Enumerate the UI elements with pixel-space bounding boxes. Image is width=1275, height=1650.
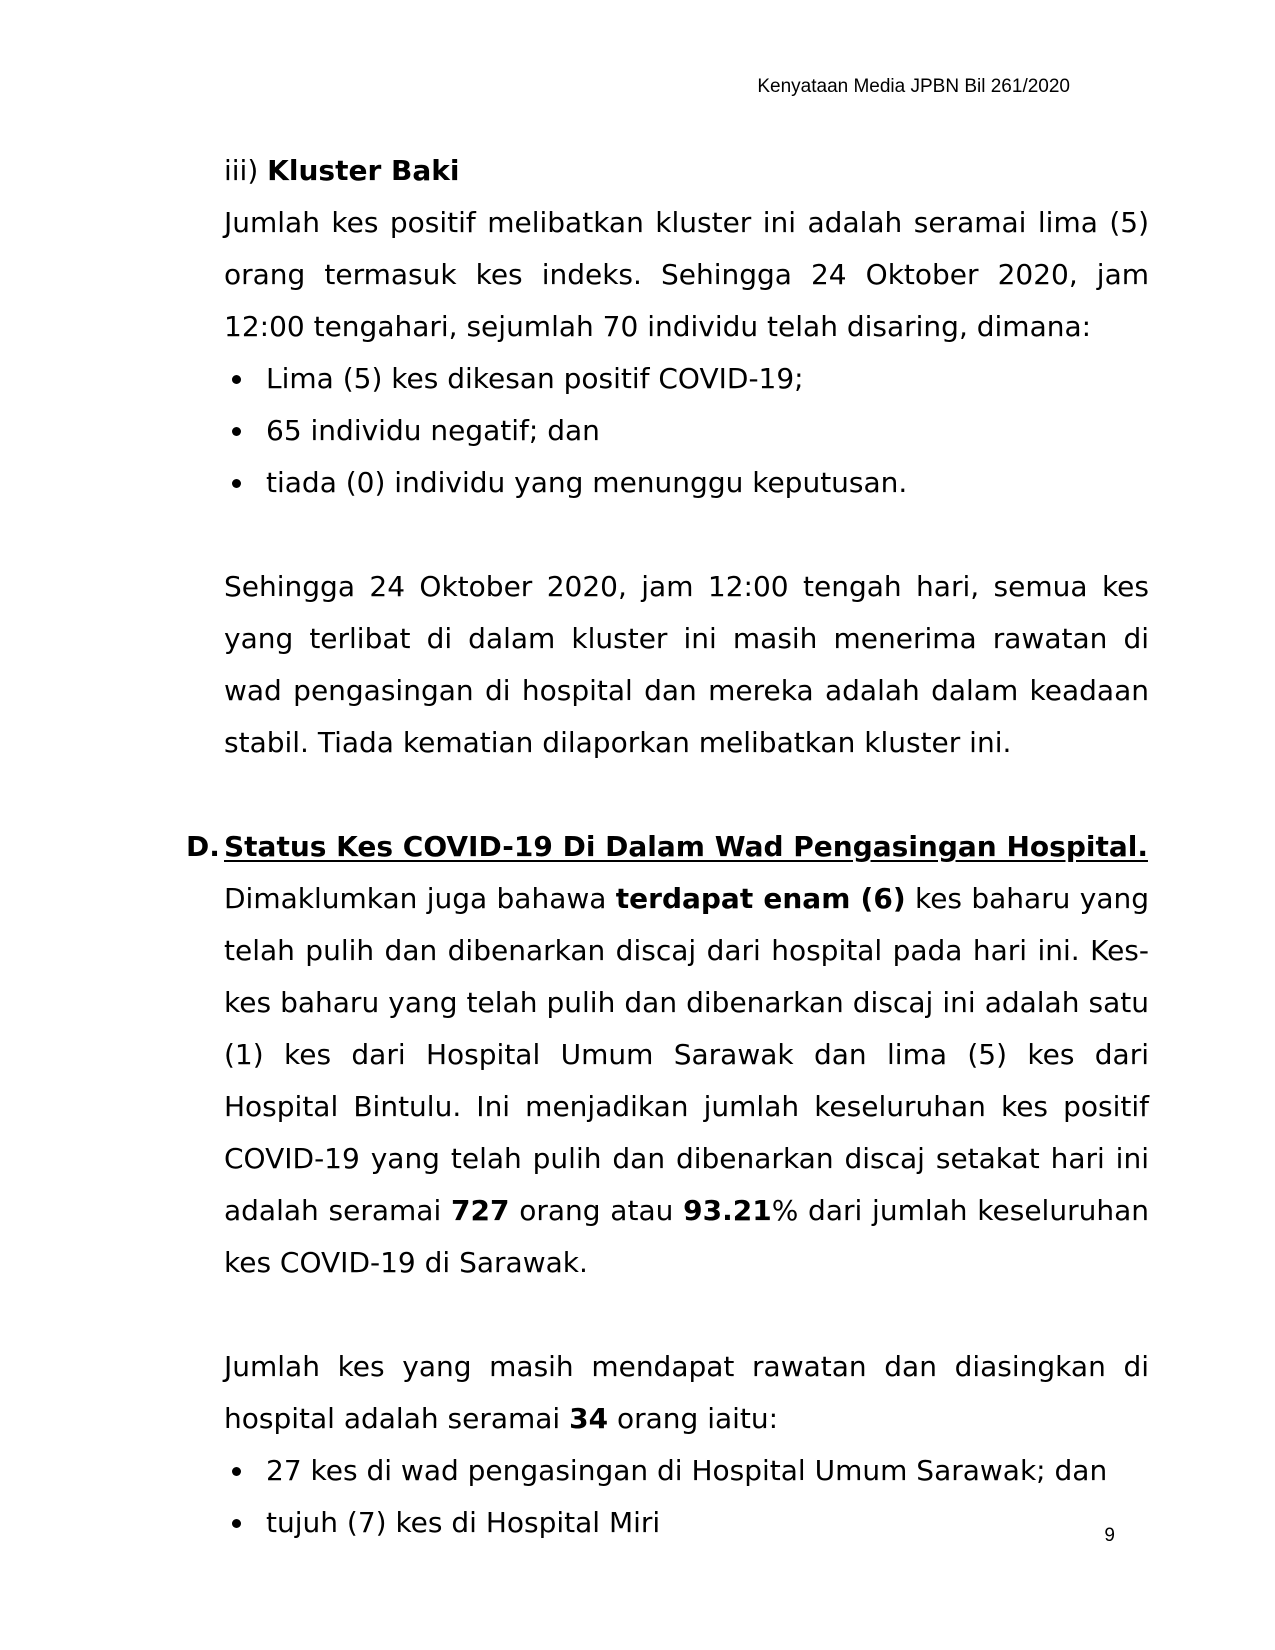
bullet-text: 65 individu negatif; dan: [266, 414, 600, 447]
list-item: [224, 1497, 1149, 1549]
list-item: [224, 457, 1149, 509]
bullet-text: tujuh (7) kes di Hospital Miri: [266, 1506, 661, 1539]
bullet-icon: [232, 427, 241, 436]
cluster-heading: [224, 145, 1149, 197]
section-d-heading: [186, 821, 1149, 873]
cluster-number: iii): [224, 154, 259, 187]
section-letter: D.: [186, 830, 220, 863]
cluster-status-paragraph: Sehingga 24 Oktober 2020, jam 12:00 tengah hari, semua kes yang terlibat di dalam kluster ini masih menerima rawatan di wad pengasingan di hospital dan mereka adalah dalam keadaan stabil. Tiada kematian dilaporkan melibatkan kluster ini.: [224, 570, 1149, 759]
cluster-title: Kluster Baki: [267, 154, 460, 187]
hospitalised-paragraph: [224, 1341, 1149, 1445]
bullet-icon: [232, 479, 241, 488]
bullet-text: 27 kes di wad pengasingan di Hospital Umum Sarawak; dan: [266, 1454, 1108, 1487]
recovered-total: 727: [451, 1194, 510, 1227]
page-number: 9: [1104, 1525, 1115, 1546]
spacer: [224, 509, 1149, 561]
hospitalised-count: 34: [569, 1402, 609, 1435]
bullet-icon: [232, 1519, 241, 1528]
discharge-text: Dimaklumkan juga bahawa: [224, 882, 616, 915]
hospitalised-text: Jumlah kes yang masih mendapat rawatan dan diasingkan di hospital adalah seramai: [224, 1350, 1149, 1435]
discharge-text: orang atau: [509, 1194, 684, 1227]
bullet-icon: [232, 375, 241, 384]
discharge-paragraph: [224, 873, 1149, 1289]
bullet-icon: [232, 1467, 241, 1476]
list-item: [224, 1445, 1149, 1497]
hospital-bullet-list: [224, 1445, 1149, 1549]
cluster-intro-paragraph: Jumlah kes positif melibatkan kluster ini adalah seramai lima (5) orang termasuk kes indeks. Sehingga 24 Oktober 2020, jam 12:00 tengahari, sejumlah 70 individu telah disaring, dimana:: [224, 206, 1149, 343]
discharge-text: kes baharu yang telah pulih dan dibenarkan discaj dari hospital pada hari ini. Kes-kes baharu yang telah pulih dan dibenarkan discaj ini adalah satu (1) kes dari Hospital Umum Sarawak dan lima (5) kes dari Hospital Bintulu. Ini menjadikan jumlah keseluruhan kes positif COVID-19 yang telah pulih dan dibenarkan discaj setakat hari ini adalah seramai: [224, 882, 1150, 1227]
bullet-text: tiada (0) individu yang menunggu keputusan.: [266, 466, 908, 499]
discharge-count: terdapat enam (6): [615, 882, 906, 915]
discharge-text: % dari jumlah keseluruhan kes COVID-19 di Sarawak.: [224, 1194, 1149, 1279]
document-body: [186, 145, 1150, 1549]
page-header: Kenyataan Media JPBN Bil 261/2020: [757, 76, 1070, 97]
spacer: [224, 1289, 1149, 1341]
spacer: [224, 769, 1149, 821]
list-item: [224, 353, 1149, 405]
list-item: [224, 405, 1149, 457]
recovered-percentage: 93.21: [683, 1194, 772, 1227]
bullet-text: Lima (5) kes dikesan positif COVID-19;: [266, 362, 804, 395]
cluster-bullet-list: [224, 353, 1149, 509]
section-title: Status Kes COVID-19 Di Dalam Wad Pengasingan Hospital.: [224, 830, 1148, 863]
hospitalised-text: orang iaitu:: [608, 1402, 779, 1435]
